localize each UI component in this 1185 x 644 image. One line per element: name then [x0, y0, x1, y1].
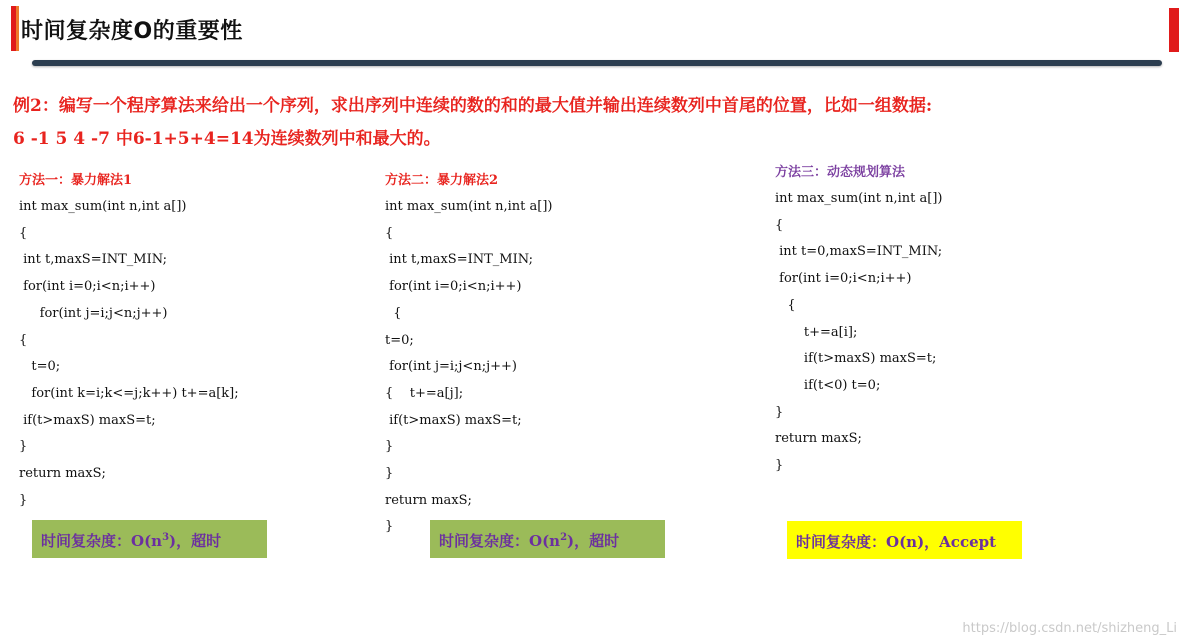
- code-line: {: [19, 332, 28, 348]
- watermark: https://blog.csdn.net/shizheng_Li: [962, 621, 1177, 636]
- code-line: }: [775, 458, 784, 474]
- code-line: if(t<0) t=0;: [775, 377, 881, 393]
- method-3-complexity-badge: [787, 521, 1022, 559]
- code-line: if(t>maxS) maxS=t;: [19, 412, 156, 428]
- code-line: for(int i=0;i<n;i++): [19, 279, 156, 295]
- code-line: t+=a[i];: [775, 324, 858, 340]
- right-accent-bar: [1169, 8, 1179, 52]
- code-line: }: [775, 404, 784, 420]
- code-line: {: [385, 225, 394, 241]
- problem-statement-line1: 例2：编写一个程序算法来给出一个序列，求出序列中连续的数的和的最大值并输出连续数列中首尾的位置，比如一组数据:: [13, 96, 933, 116]
- title-accent-bar-secondary: [16, 6, 19, 51]
- code-line: int t=0,maxS=INT_MIN;: [775, 244, 943, 260]
- code-line: int max_sum(int n,int a[]): [775, 191, 943, 206]
- code-line: }: [385, 466, 394, 482]
- problem-statement-line2: 6 -1 5 4 -7 中6-1+5+4=14为连续数列中和最大的。: [13, 129, 441, 149]
- code-line: int t,maxS=INT_MIN;: [19, 252, 168, 268]
- complexity-exponent: 3: [162, 532, 170, 543]
- method-3-column: [775, 161, 942, 480]
- code-line: int max_sum(int n,int a[]): [19, 199, 187, 214]
- code-line: {: [19, 225, 28, 241]
- method-1-code: [19, 194, 239, 514]
- code-line: { t+=a[j];: [385, 385, 464, 401]
- header-divider: [32, 60, 1162, 66]
- complexity-suffix: )，超时: [567, 532, 620, 550]
- code-line: if(t>maxS) maxS=t;: [775, 351, 937, 367]
- method-1-label: 方法一：暴力解法1: [19, 173, 133, 188]
- method-2-code: [385, 194, 552, 541]
- code-line: return maxS;: [775, 431, 862, 447]
- code-line: for(int i=0;i<n;i++): [385, 279, 522, 295]
- code-line: }: [19, 492, 28, 508]
- code-line: for(int k=i;k<=j;k++) t+=a[k];: [19, 385, 239, 401]
- method-1-column: [19, 169, 239, 514]
- code-line: int t,maxS=INT_MIN;: [385, 252, 534, 268]
- method-1-complexity-badge: [32, 520, 267, 558]
- complexity-prefix: 时间复杂度：O(n: [41, 532, 163, 550]
- method-2-label: 方法二：暴力解法2: [385, 173, 499, 188]
- complexity-prefix: 时间复杂度：O(n: [439, 532, 561, 550]
- method-2-complexity-badge: [430, 520, 665, 558]
- code-line: {: [775, 217, 784, 233]
- complexity-suffix: )，超时: [169, 532, 222, 550]
- code-line: if(t>maxS) maxS=t;: [385, 412, 522, 428]
- complexity-prefix: 时间复杂度：O(n)，Accept: [796, 533, 997, 551]
- complexity-exponent: 2: [560, 532, 568, 543]
- method-3-label: 方法三：动态规划算法: [775, 165, 906, 180]
- code-line: t=0;: [19, 359, 61, 375]
- code-line: }: [19, 439, 28, 455]
- code-line: }: [385, 439, 394, 455]
- code-line: }: [385, 519, 394, 535]
- code-line: int max_sum(int n,int a[]): [385, 199, 553, 214]
- code-line: {: [775, 297, 796, 313]
- code-line: for(int i=0;i<n;i++): [775, 271, 912, 287]
- code-line: for(int j=i;j<n;j++): [19, 305, 168, 321]
- code-line: {: [385, 305, 402, 321]
- method-2-column: [385, 169, 552, 541]
- code-line: return maxS;: [385, 492, 472, 508]
- code-line: return maxS;: [19, 466, 106, 482]
- code-line: for(int j=i;j<n;j++): [385, 359, 517, 375]
- method-3-code: [775, 186, 942, 480]
- page-title: 时间复杂度O的重要性: [21, 19, 243, 44]
- code-line: t=0;: [385, 332, 414, 348]
